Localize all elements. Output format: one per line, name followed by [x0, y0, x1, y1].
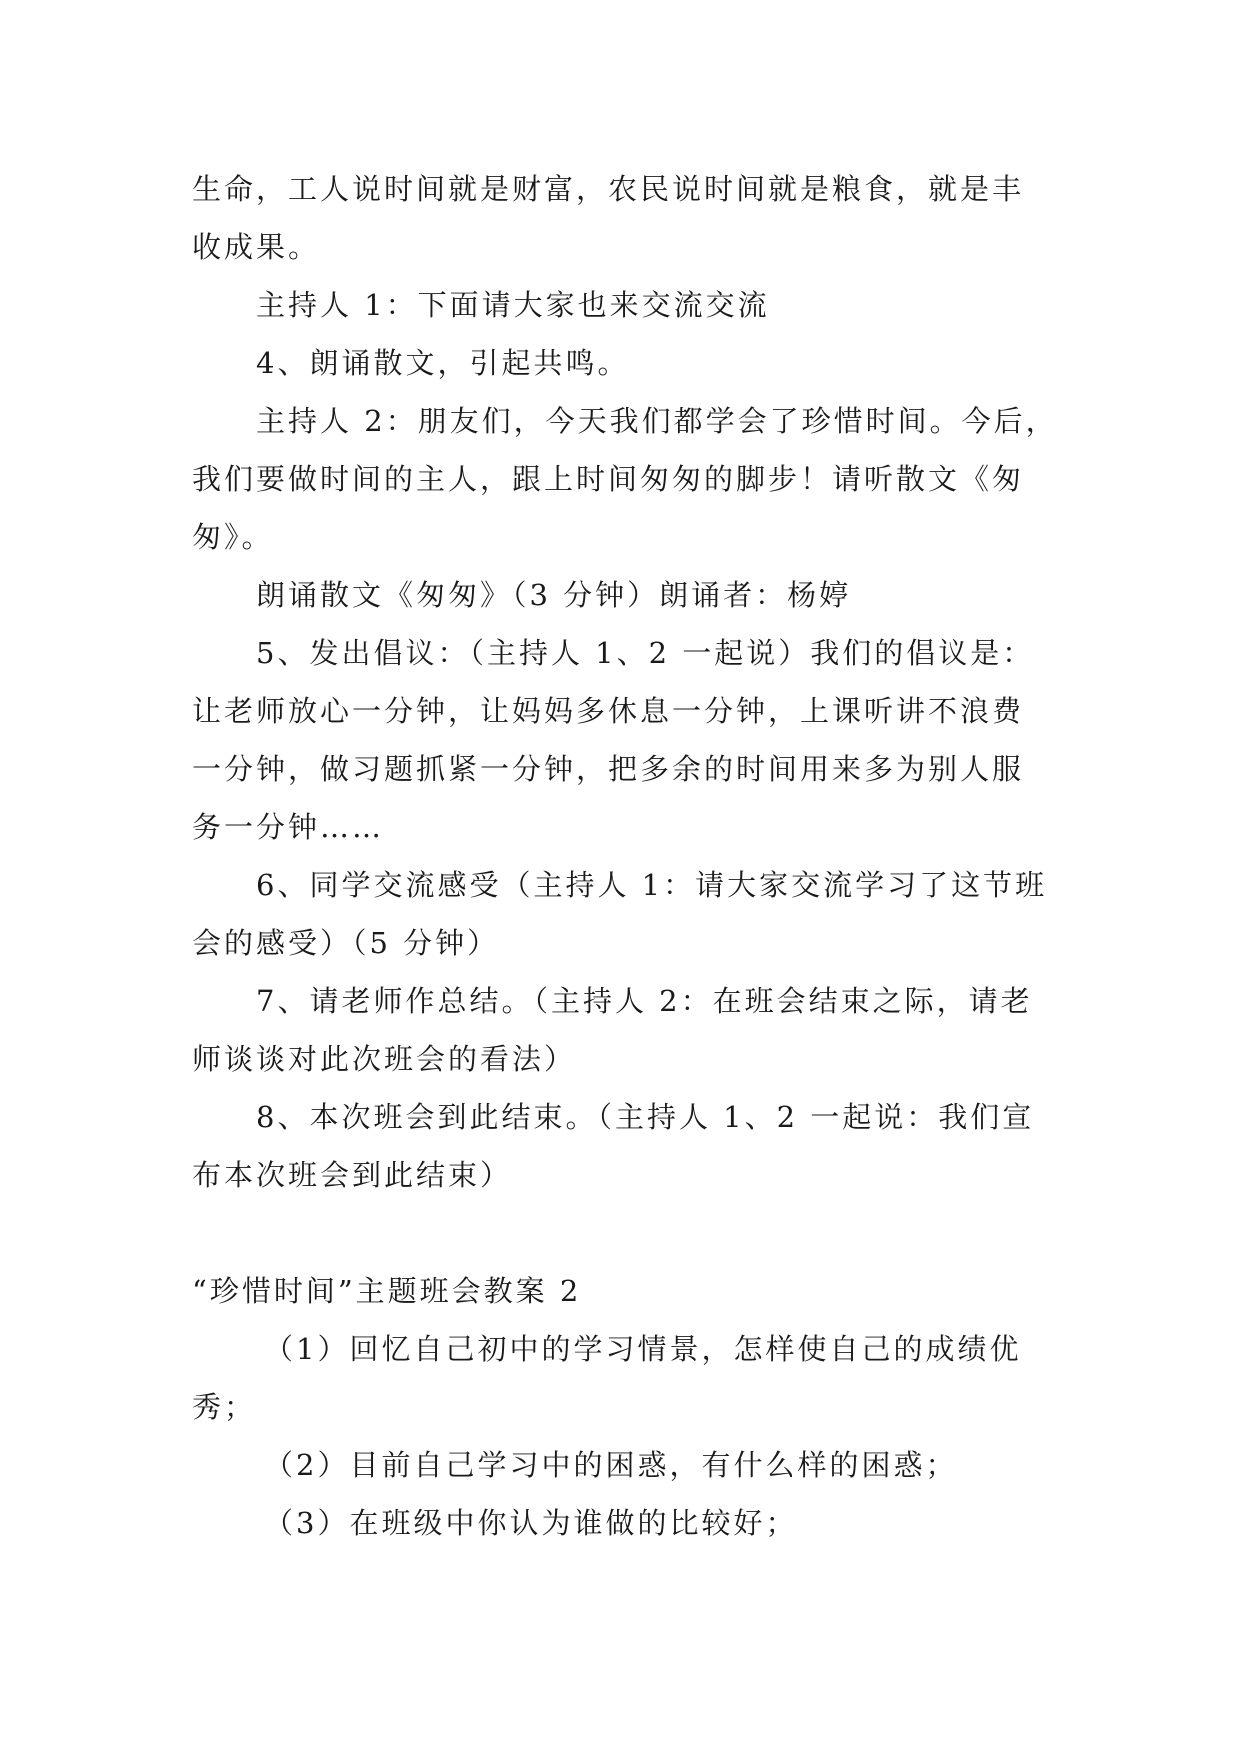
paragraph-line: 主持人 1：下面请大家也来交流交流: [256, 288, 770, 322]
paragraph-line: 5、发出倡议：（主持人 1、2 一起说）我们的倡议是：: [256, 636, 1035, 670]
paragraph-line: 我们要做时间的主人，跟上时间匆匆的脚步！请听散文《匆: [192, 462, 1025, 496]
paragraph-line: 秀；: [192, 1390, 257, 1424]
paragraph-line: 布本次班会到此结束）: [192, 1158, 513, 1192]
paragraph-line: （3）在班级中你认为谁做的比较好；: [264, 1506, 798, 1540]
paragraph-line: 师谈谈对此次班会的看法）: [192, 1042, 577, 1076]
section-gap: [192, 1204, 1064, 1262]
section-title: “珍惜时间”主题班会教案 2: [192, 1274, 582, 1308]
paragraph-line: 会的感受）（5 分钟）: [192, 926, 500, 960]
paragraph-line: 主持人 2：朋友们，今天我们都学会了珍惜时间。今后，: [256, 404, 1058, 438]
paragraph-line: 一分钟，做习题抓紧一分钟，把多余的时间用来多为别人服: [192, 752, 1025, 786]
paragraph-line: 8、本次班会到此结束。（主持人 1、2 一起说：我们宣: [256, 1100, 1035, 1134]
paragraph-line: 务一分钟……: [192, 810, 385, 844]
paragraph-line: 让老师放心一分钟，让妈妈多休息一分钟，上课听讲不浪费: [192, 694, 1025, 728]
paragraph-line: 匆》。: [192, 520, 274, 554]
paragraph-line: 朗诵散文《匆匆》（3 分钟）朗诵者：杨婷: [256, 578, 852, 612]
document-body: [192, 160, 1064, 1552]
paragraph-line: （1）回忆自己初中的学习情景，怎样使自己的成绩优: [264, 1332, 1022, 1366]
paragraph-line: （2）目前自己学习中的困惑，有什么样的困惑；: [264, 1448, 958, 1482]
paragraph-line: 6、同学交流感受（主持人 1：请大家交流学习了这节班: [256, 868, 1048, 902]
paragraph-line: 生命，工人说时间就是财富，农民说时间就是粮食，就是丰: [192, 172, 1025, 206]
paragraph-line: 4、朗诵散文，引起共鸣。: [256, 346, 630, 380]
paragraph-line: 7、请老师作总结。（主持人 2：在班会结束之际，请老: [256, 984, 1033, 1018]
paragraph-line: 收成果。: [192, 230, 321, 264]
